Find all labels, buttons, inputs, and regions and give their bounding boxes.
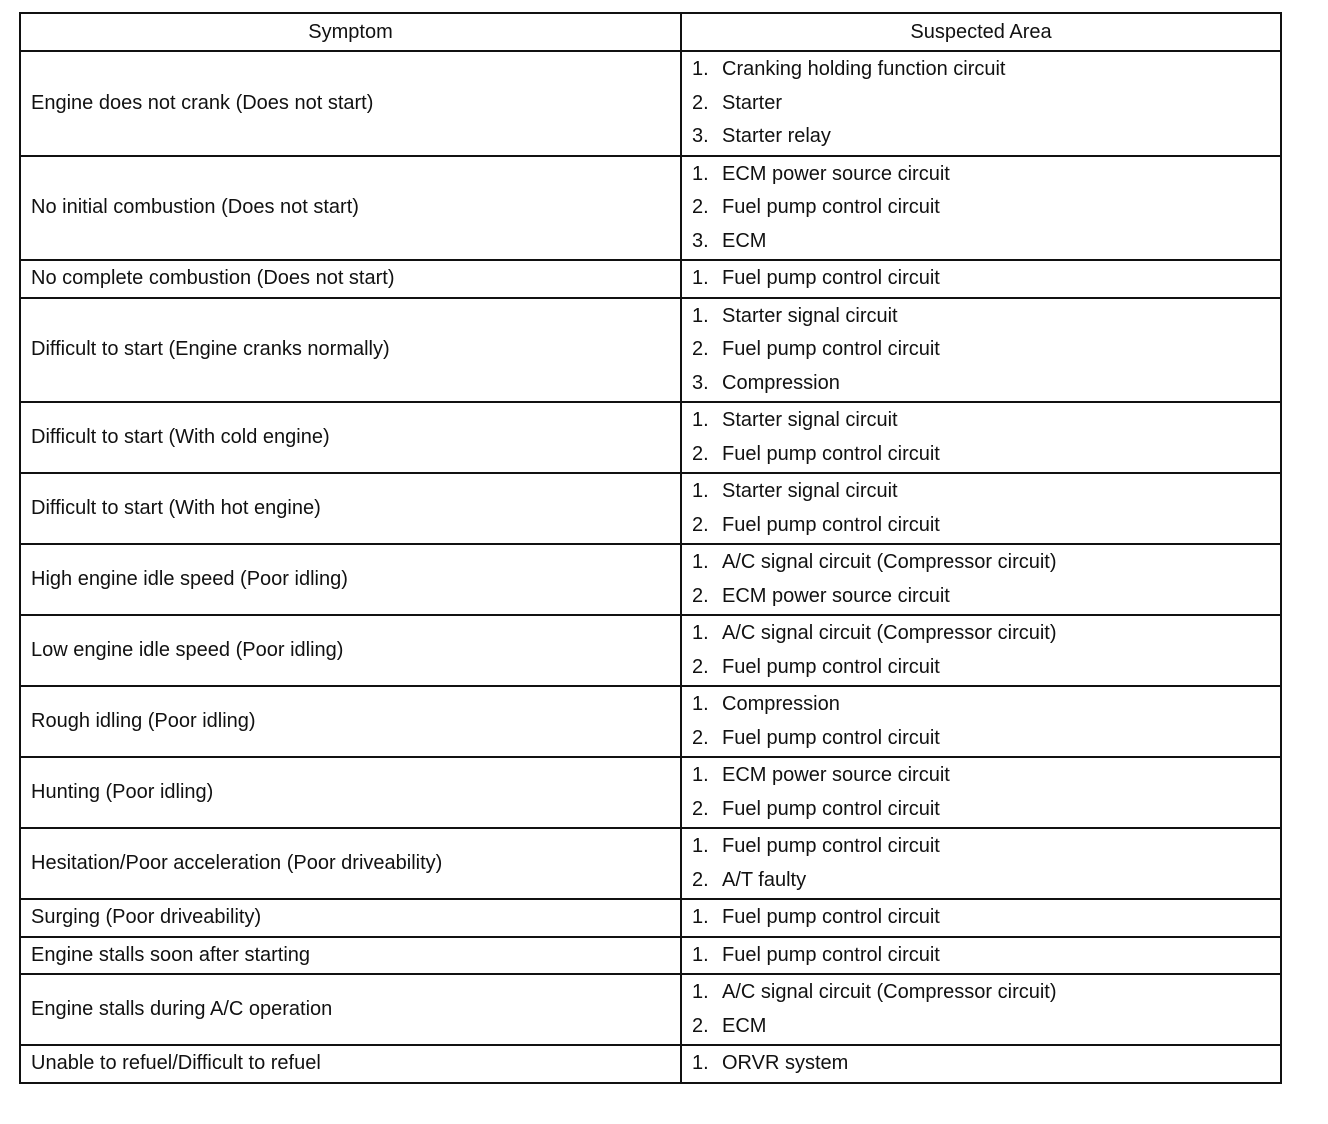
item-text: Compression — [722, 371, 840, 394]
item-number: 1. — [692, 267, 709, 289]
suspected-area-cell — [681, 544, 1281, 615]
item-text: Fuel pump control circuit — [722, 196, 940, 218]
suspected-area-item — [692, 864, 1280, 898]
item-number: 1. — [692, 480, 709, 502]
item-text: Fuel pump control circuit — [722, 943, 940, 966]
symptom-table — [19, 12, 1282, 1084]
item-text: Fuel pump control circuit — [722, 655, 940, 678]
suspected-area-item — [692, 830, 1280, 864]
item-number: 1. — [692, 1052, 709, 1074]
suspected-area-item — [692, 404, 1280, 438]
item-text: ECM power source circuit — [722, 584, 950, 607]
symptom-cell: Unable to refuel/Difficult to refuel — [20, 1045, 681, 1083]
item-text: Fuel pump control circuit — [722, 797, 940, 820]
symptom-cell: Hunting (Poor idling) — [20, 757, 681, 828]
suspected-area-item — [692, 367, 1280, 401]
item-number: 2. — [692, 584, 709, 607]
symptom-cell: Hesitation/Poor acceleration (Poor driveability) — [20, 828, 681, 899]
suspected-area-item — [692, 901, 1280, 935]
item-text: Fuel pump control circuit — [722, 835, 940, 857]
item-text: ECM — [722, 229, 767, 252]
suspected-area-cell — [681, 828, 1281, 899]
item-number: 1. — [692, 943, 709, 966]
table-row — [20, 544, 1281, 615]
suspected-area-cell — [681, 1045, 1281, 1083]
suspected-area-item — [692, 688, 1280, 722]
item-text: Fuel pump control circuit — [722, 442, 940, 465]
item-number: 2. — [692, 726, 709, 749]
table-row — [20, 899, 1281, 937]
item-number: 2. — [692, 1014, 709, 1037]
item-text: ECM power source circuit — [722, 764, 950, 786]
suspected-area-cell — [681, 937, 1281, 975]
symptom-cell: Engine does not crank (Does not start) — [20, 51, 681, 156]
item-text: Cranking holding function circuit — [722, 58, 1006, 80]
suspected-area-item — [692, 651, 1280, 685]
item-number: 3. — [692, 229, 709, 252]
item-text: A/C signal circuit (Compressor circuit) — [722, 981, 1057, 1003]
table-row — [20, 828, 1281, 899]
table-row — [20, 260, 1281, 298]
suspected-area-item — [692, 793, 1280, 827]
symptom-cell: Difficult to start (With cold engine) — [20, 402, 681, 473]
item-text: Fuel pump control circuit — [722, 726, 940, 749]
suspected-area-item — [692, 438, 1280, 472]
item-text: A/T faulty — [722, 868, 807, 891]
table-row — [20, 974, 1281, 1045]
item-text: ORVR system — [722, 1052, 849, 1074]
symptom-cell: Difficult to start (With hot engine) — [20, 473, 681, 544]
suspected-area-item — [692, 53, 1280, 87]
item-text: Fuel pump control circuit — [722, 338, 940, 360]
suspected-area-cell — [681, 156, 1281, 261]
table-row — [20, 298, 1281, 403]
symptom-cell: No initial combustion (Does not start) — [20, 156, 681, 261]
suspected-area-item — [692, 225, 1280, 259]
suspected-area-cell — [681, 298, 1281, 403]
item-number: 2. — [692, 196, 709, 218]
item-number: 2. — [692, 868, 709, 891]
suspected-area-item — [692, 120, 1280, 154]
table-row — [20, 51, 1281, 156]
item-number: 1. — [692, 835, 709, 857]
suspected-area-item — [692, 759, 1280, 793]
item-text: Fuel pump control circuit — [722, 906, 940, 928]
suspected-area-item — [692, 546, 1280, 580]
item-number: 2. — [692, 338, 709, 360]
item-text: Starter signal circuit — [722, 409, 898, 431]
suspected-area-cell — [681, 757, 1281, 828]
symptom-cell: Engine stalls during A/C operation — [20, 974, 681, 1045]
item-text: Starter — [722, 91, 783, 114]
suspected-area-item — [692, 475, 1280, 509]
suspected-area-item — [692, 1047, 1280, 1081]
suspected-area-item — [692, 87, 1280, 121]
suspected-area-cell — [681, 402, 1281, 473]
suspected-area-item — [692, 509, 1280, 543]
suspected-area-cell — [681, 473, 1281, 544]
item-number: 1. — [692, 409, 709, 431]
suspected-area-item — [692, 722, 1280, 756]
item-number: 1. — [692, 906, 709, 928]
item-number: 2. — [692, 655, 709, 678]
suspected-area-item — [692, 617, 1280, 651]
symptom-cell: No complete combustion (Does not start) — [20, 260, 681, 298]
symptom-cell: Low engine idle speed (Poor idling) — [20, 615, 681, 686]
header-symptom: Symptom — [20, 13, 681, 51]
item-text: Starter signal circuit — [722, 480, 898, 502]
symptom-cell: Rough idling (Poor idling) — [20, 686, 681, 757]
item-number: 2. — [692, 797, 709, 820]
suspected-area-cell — [681, 899, 1281, 937]
header-row — [20, 13, 1281, 51]
item-text: ECM power source circuit — [722, 162, 950, 185]
item-number: 1. — [692, 981, 709, 1003]
suspected-area-item — [692, 300, 1280, 334]
symptom-cell: High engine idle speed (Poor idling) — [20, 544, 681, 615]
item-number: 1. — [692, 304, 709, 327]
item-number: 1. — [692, 764, 709, 786]
table-row — [20, 402, 1281, 473]
table-row — [20, 686, 1281, 757]
item-number: 3. — [692, 125, 709, 147]
symptom-cell: Difficult to start (Engine cranks normally) — [20, 298, 681, 403]
table-body — [20, 51, 1281, 1083]
suspected-area-item — [692, 333, 1280, 367]
table-row — [20, 937, 1281, 975]
suspected-area-item — [692, 939, 1280, 973]
item-number: 2. — [692, 442, 709, 465]
item-text: A/C signal circuit (Compressor circuit) — [722, 551, 1057, 573]
suspected-area-item — [692, 262, 1280, 296]
table-row — [20, 757, 1281, 828]
item-number: 2. — [692, 513, 709, 536]
item-number: 1. — [692, 693, 709, 715]
item-text: Starter relay — [722, 125, 831, 147]
symptom-cell: Surging (Poor driveability) — [20, 899, 681, 937]
symptom-cell: Engine stalls soon after starting — [20, 937, 681, 975]
suspected-area-item — [692, 158, 1280, 192]
table-row — [20, 156, 1281, 261]
item-number: 3. — [692, 371, 709, 394]
suspected-area-item — [692, 976, 1280, 1010]
item-number: 1. — [692, 162, 709, 185]
suspected-area-item — [692, 1010, 1280, 1044]
suspected-area-cell — [681, 51, 1281, 156]
item-text: Fuel pump control circuit — [722, 267, 940, 289]
suspected-area-item — [692, 580, 1280, 614]
suspected-area-item — [692, 191, 1280, 225]
header-suspected-area: Suspected Area — [681, 13, 1281, 51]
item-text: ECM — [722, 1014, 767, 1037]
table-row — [20, 1045, 1281, 1083]
table-row — [20, 615, 1281, 686]
item-text: A/C signal circuit (Compressor circuit) — [722, 622, 1057, 644]
item-number: 2. — [692, 91, 709, 114]
item-number: 1. — [692, 551, 709, 573]
item-text: Fuel pump control circuit — [722, 513, 940, 536]
suspected-area-cell — [681, 260, 1281, 298]
item-text: Compression — [722, 693, 840, 715]
item-text: Starter signal circuit — [722, 304, 898, 327]
suspected-area-cell — [681, 686, 1281, 757]
item-number: 1. — [692, 58, 709, 80]
suspected-area-cell — [681, 615, 1281, 686]
table-row — [20, 473, 1281, 544]
item-number: 1. — [692, 622, 709, 644]
suspected-area-cell — [681, 974, 1281, 1045]
